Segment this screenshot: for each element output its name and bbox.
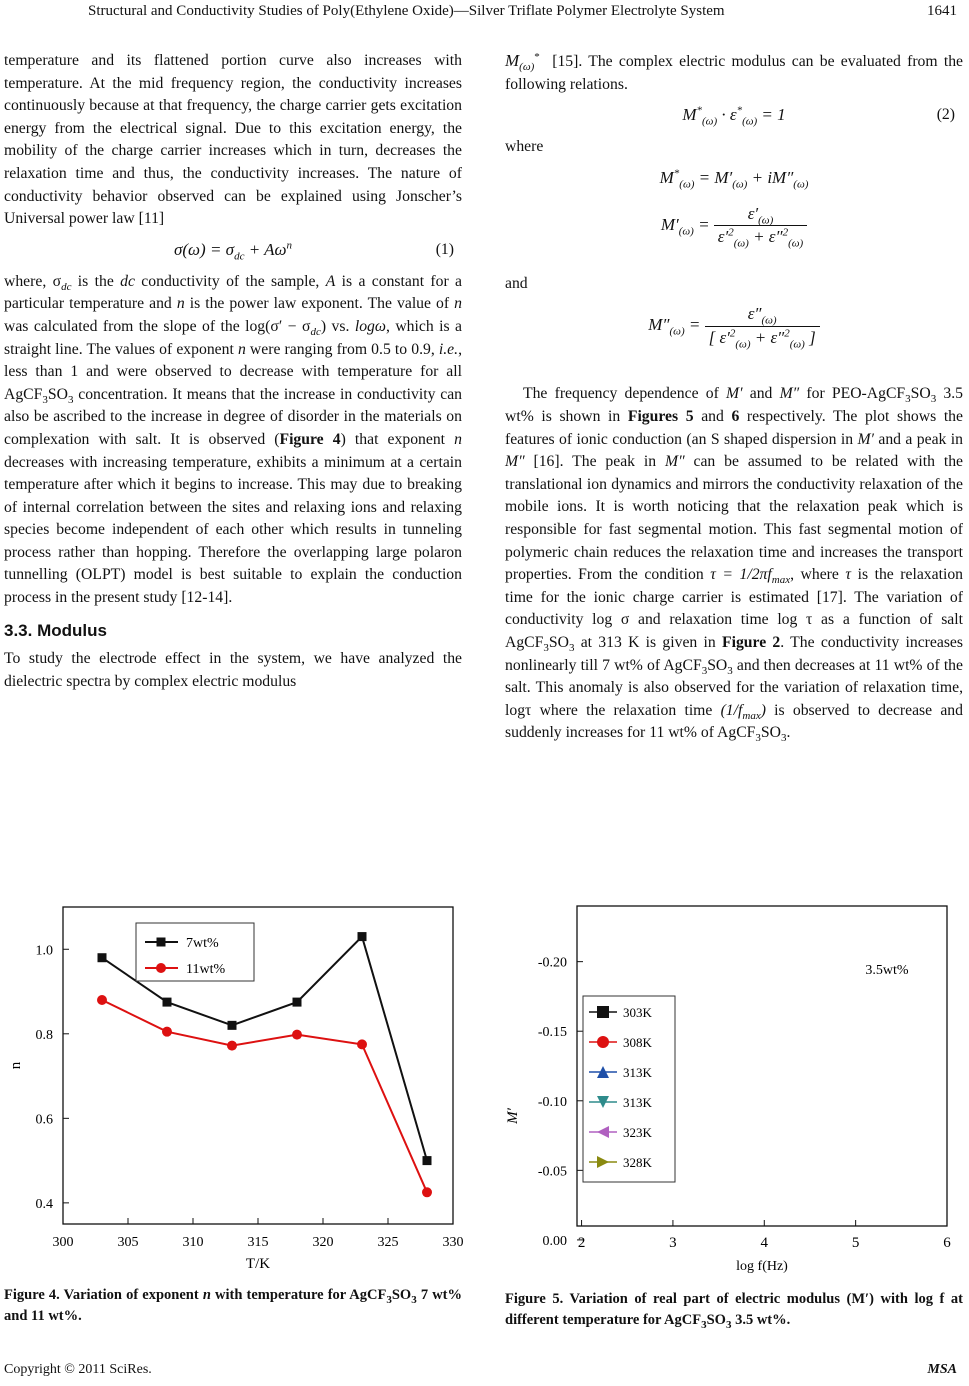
running-header xyxy=(0,0,969,22)
legend-marker xyxy=(157,938,166,947)
figure-4-ref[interactable]: Figure 4 xyxy=(279,430,341,448)
section-heading: 3.3. Modulus xyxy=(4,620,107,640)
right-column xyxy=(505,50,963,745)
legend xyxy=(136,923,254,981)
legend-label: 313K xyxy=(623,1065,652,1080)
legend-label: 11wt% xyxy=(186,962,226,977)
left-column xyxy=(4,50,462,693)
plot-frame xyxy=(63,907,453,1224)
legend-label: 323K xyxy=(623,1125,652,1140)
page-number: 1641 xyxy=(927,3,957,19)
paragraph-modulus-cont: $M_{(\omega)}^*$ [15]. The complex electric modulus can be evaluated from the following relations. xyxy=(505,50,963,93)
data-point xyxy=(423,1156,432,1165)
x-tick-label: 2 xyxy=(577,1235,586,1251)
data-point xyxy=(97,995,107,1005)
data-point xyxy=(358,932,367,941)
equation-complex-modulus: $M^*_{(\omega)} = M'_{(\omega)} + iM''_{(\omega)}$ xyxy=(659,167,809,191)
y-tick-label: -0.20 xyxy=(537,955,567,971)
y-tick-label: 0.8 xyxy=(35,1027,53,1043)
data-point xyxy=(98,953,107,962)
figure-5-caption: Figure 5. Variation of real part of electric modulus (M′) with log f at different temperature for $AgCF_3SO_3$ 3.5 wt%. xyxy=(505,1291,963,1331)
x-tick-label: 310 xyxy=(182,1235,204,1250)
paragraph-frequency-dependence: The frequency dependence of M′ and M″ for PEO-$AgCF_3SO_3$ 3.5 wt% is shown in Figures 5 and 6 respectively. The plot shows the features of ionic conduction (an S shaped dispersion in M′ and a peak in M″ [16]. The peak in M″ can be assumed to be related with the translational ion dynamics and mirrors the conductivity relaxation of the mobile ions. It is worth noticing that the relaxation peak which is responsible for fast segmental motion. This fast segmental motion of polymeric chain reduces the relaxation time and increases the transport properties. From the condition $\tau = 1/2\pi f_{max}$, where τ is the relaxation time for the ionic charge carrier is estimated [17]. The variation of conductivity log σ and relaxation time log τ as a function of salt $AgCF_3SO_3$ at 313 K is given in Figure 2. The conductivity increases nonlinearly till 7 wt% of $AgCF_3SO_3$ and then decreases at 11 wt% of the salt. This anomaly is also observed for the variation of relaxation time, logτ where the relaxation time $(1/f_{max})$ is observed to decrease and suddenly increases for 11 wt% of $AgCF_3SO_3$. xyxy=(505,385,964,745)
series-line xyxy=(102,1000,427,1192)
equation-number: (1) xyxy=(435,240,454,258)
y-tick-label: 1.0 xyxy=(35,943,53,959)
x-tick-label: 305 xyxy=(117,1235,139,1250)
data-point xyxy=(162,1027,172,1037)
and-label: and xyxy=(505,274,528,292)
legend xyxy=(583,996,675,1182)
legend-label: 308K xyxy=(623,1035,652,1050)
paragraph-modulus: To study the electrode effect in the system, we have analyzed the dielectric spectra by complex electric modulus xyxy=(4,650,462,690)
jonscher-equation: $\sigma(\omega) = \sigma_{dc} + A\omega^n$ xyxy=(173,239,293,263)
series-2 xyxy=(97,995,432,1197)
y-tick-label: -0.15 xyxy=(537,1025,567,1041)
where-label: where xyxy=(505,138,544,156)
data-point xyxy=(228,1021,237,1030)
data-point xyxy=(292,1030,302,1040)
x-axis-label: log f(Hz) xyxy=(736,1259,788,1274)
figure-4-chart xyxy=(0,893,470,1278)
x-tick-label: 6 xyxy=(943,1235,951,1251)
equation-number: (2) xyxy=(936,106,955,124)
data-point xyxy=(357,1039,367,1049)
modulus-permittivity-relation: $M^*_{(\omega)} \cdot \varepsilon^*_{(\omega)} = 1$ xyxy=(682,104,786,128)
equation-1 xyxy=(4,231,462,271)
chart-title: 3.5wt% xyxy=(865,963,909,978)
y-axis-label: n xyxy=(8,1061,24,1070)
figure-5-ref[interactable]: Figures 5 xyxy=(627,407,694,425)
paragraph-exponent: where, $\sigma_{dc}$ is the dc conductivity of the sample, A is a constant for a particular temperature and n is the power law exponent. The value of n was calculated from the slope of the $\log(\sigma' - \sigma_{dc})$ vs. logω, which is a straight line. The values of exponent n were ranging from 0.5 to 0.9, i.e., less than 1 and were observed to decrease with temperature for all $AgCF_3SO_3$ concentration. It means that the increase in conductivity can also be ascribed to the increase in degree of disorder in the materials on complexation with salt. It is observed (Figure 4) that exponent n decreases with increasing temperature, exhibits a minimum at a certain temperature after which it begins to increase. This may due to breaking of internal correlation between the sites and relaxing ions and relaxing species become independent of each other which results in tunneling process rather than hopping. Therefore the overlapping large polaron tunnelling (OLPT) model is best suitable to explain the conduction process in the present study [12-14]. xyxy=(4,272,463,607)
data-point xyxy=(293,998,302,1007)
y-axis-label: M′ xyxy=(505,1108,521,1124)
y-tick-label: 0.6 xyxy=(35,1112,53,1128)
y-tick-label: 0.4 xyxy=(35,1196,53,1212)
data-point xyxy=(163,998,172,1007)
x-tick-label: 300 xyxy=(52,1235,74,1250)
figure-6-ref[interactable]: 6 xyxy=(731,407,740,425)
figure-2-ref[interactable]: Figure 2 xyxy=(722,633,781,651)
data-point xyxy=(227,1041,237,1051)
x-tick-label: 325 xyxy=(377,1235,399,1250)
x-tick-label: 320 xyxy=(312,1235,334,1250)
journal-abbrev: MSA xyxy=(927,1362,957,1377)
x-tick-label: 330 xyxy=(442,1235,464,1250)
equation-imag-modulus: $M''_{(\omega)}$ = $\frac{\varepsilon''_{(\omega)}}{[ \varepsilon'^2_{(\omega)} + \varepsilon''^2_{(\omega)} ]}$ xyxy=(505,295,963,383)
paragraph-conductivity: temperature and its flattened portion curve also increases with temperature. At the mid frequency region, the conductivity increases continuously because at that frequency, the charge carrier gets excitation energy from the electrical signal. Due to this excitation energy, the mobility of the charge carrier increases which in turn, decreases the relaxation time and thus, the conductivity increases. The nature of conductivity behavior observed can be explained using Jonscher’s Universal power law [11] xyxy=(4,52,462,228)
legend-marker xyxy=(597,1006,609,1018)
y-tick-label: -0.05 xyxy=(537,1164,567,1180)
legend-label: 303K xyxy=(623,1005,652,1020)
y-tick-label: 0.00 xyxy=(542,1233,567,1249)
copyright: Copyright © 2011 SciRes. xyxy=(4,1362,152,1377)
x-tick-label: 315 xyxy=(247,1235,269,1250)
header-title: Structural and Conductivity Studies of Poly(Ethylene Oxide)—Silver Triflate Polymer Electrolyte System xyxy=(88,3,725,19)
y-tick-label: -0.10 xyxy=(537,1094,567,1110)
figure-4-caption: Figure 4. Variation of exponent n with temperature for $AgCF_3SO_3$ 7 wt% and 11 wt%. xyxy=(4,1287,462,1324)
legend-label: 328K xyxy=(623,1155,652,1170)
x-axis-label: T/K xyxy=(245,1256,271,1272)
legend-label: 7wt% xyxy=(186,936,219,951)
legend-label: 313K xyxy=(623,1095,652,1110)
x-tick-label: 3 xyxy=(669,1235,677,1251)
data-point xyxy=(422,1187,432,1197)
figure-5-chart xyxy=(495,900,969,1285)
equation-2 xyxy=(505,96,963,136)
legend-marker xyxy=(597,1036,609,1048)
legend-marker xyxy=(156,963,166,973)
equation-real-modulus: $M'_{(\omega)}$ = $\frac{\varepsilon'_{(\omega)}}{\varepsilon'^2_{(\omega)} + \varepsilon''^2_{(\omega)}}$ xyxy=(505,203,963,273)
x-tick-label: 5 xyxy=(851,1235,860,1251)
x-tick-label: 4 xyxy=(760,1235,769,1251)
